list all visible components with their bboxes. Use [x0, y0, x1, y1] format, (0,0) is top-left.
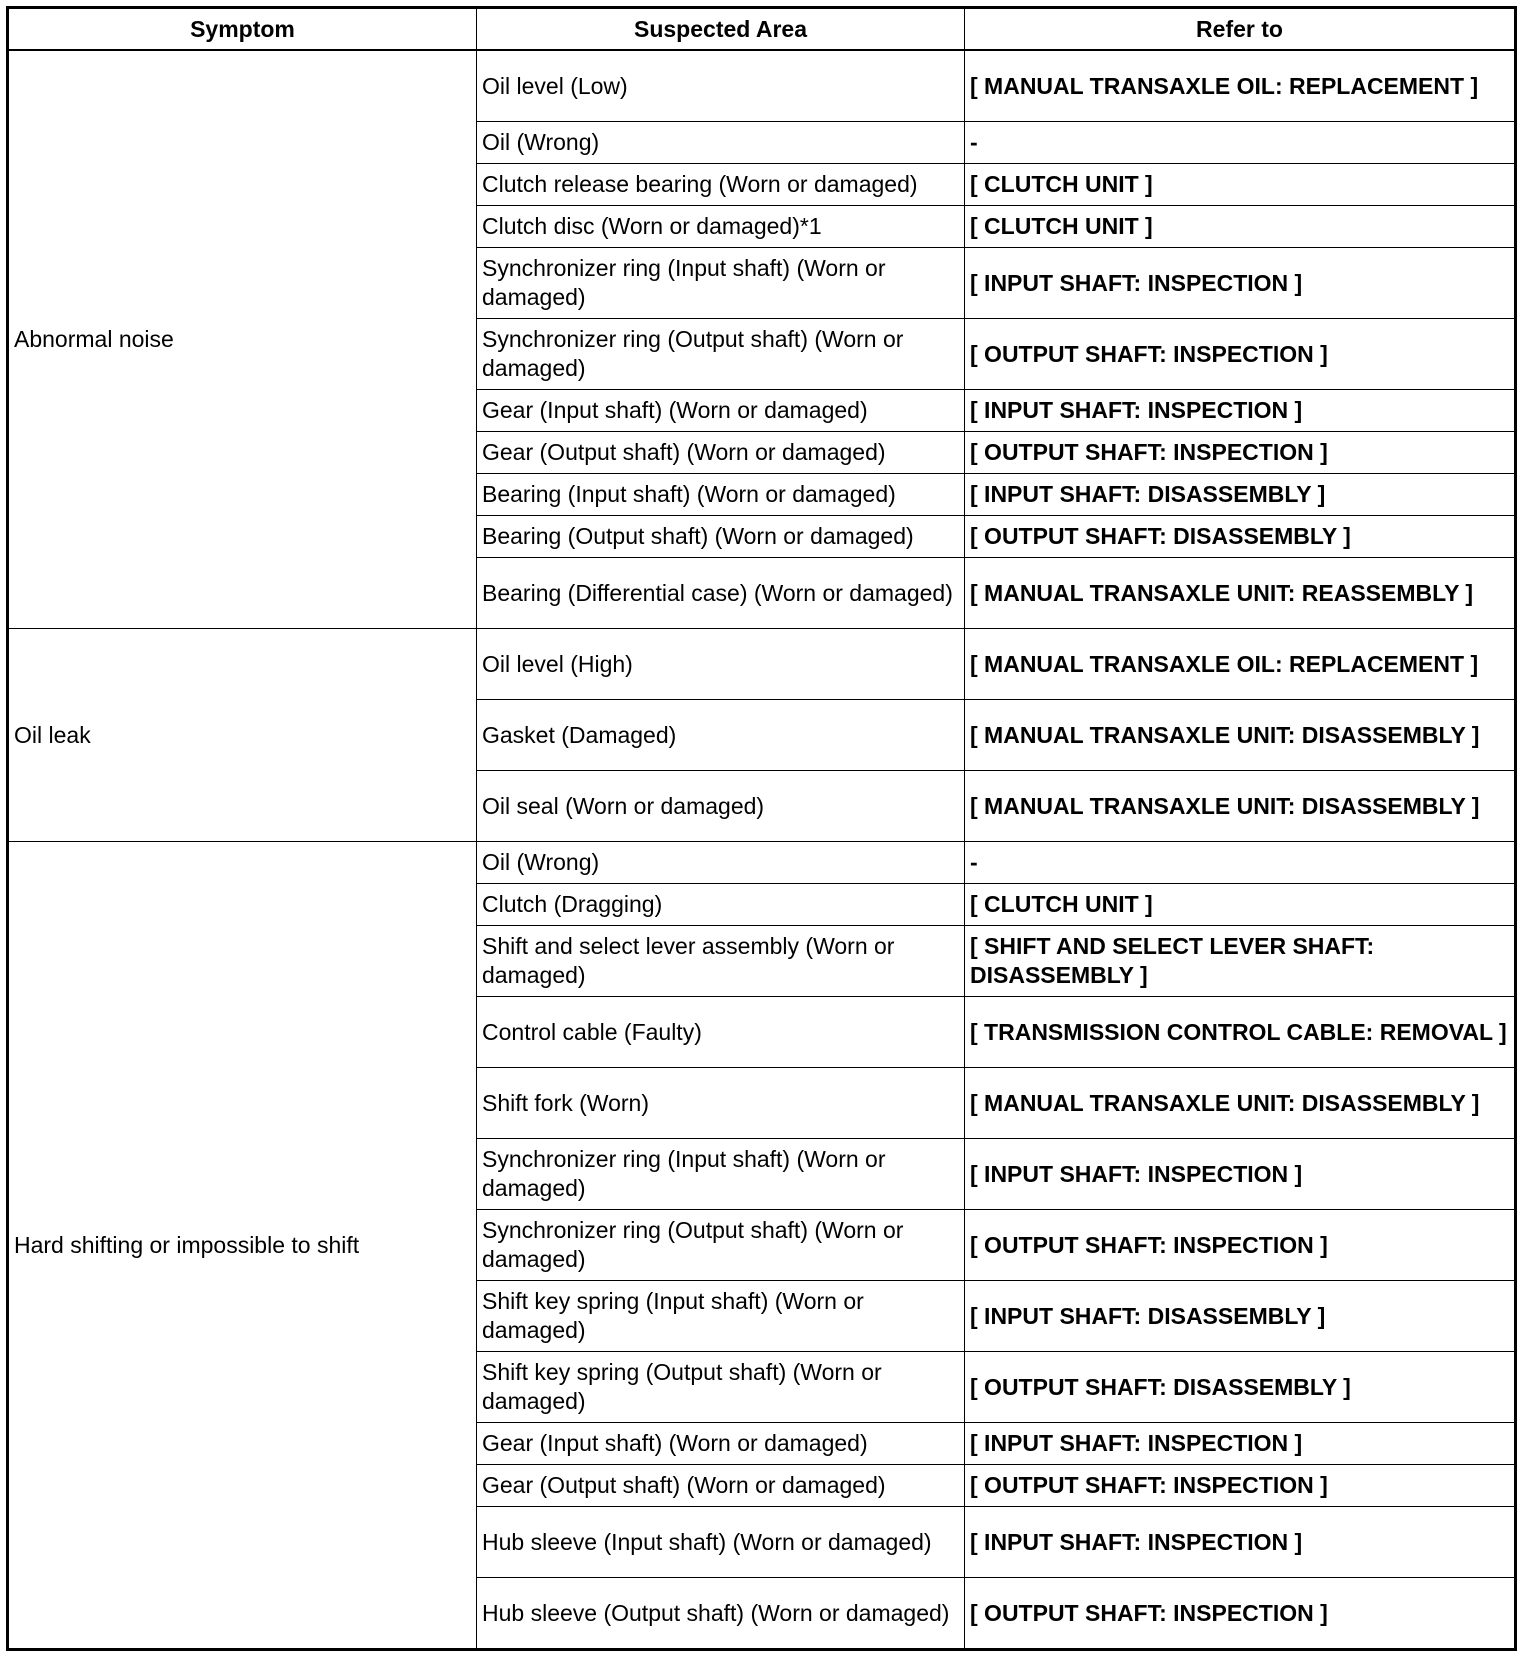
refer-to-cell: [ INPUT SHAFT: INSPECTION ]: [965, 1507, 1516, 1578]
refer-to-cell: [ INPUT SHAFT: DISASSEMBLY ]: [965, 474, 1516, 516]
suspected-area-cell: Oil level (High): [477, 629, 965, 700]
suspected-area-cell: Gear (Output shaft) (Worn or damaged): [477, 1465, 965, 1507]
suspected-area-cell: Gear (Output shaft) (Worn or damaged): [477, 432, 965, 474]
refer-to-cell: [ OUTPUT SHAFT: INSPECTION ]: [965, 1578, 1516, 1650]
refer-to-cell: -: [965, 842, 1516, 884]
suspected-area-cell: Shift fork (Worn): [477, 1068, 965, 1139]
refer-to-cell: [ CLUTCH UNIT ]: [965, 884, 1516, 926]
refer-to-cell: [ MANUAL TRANSAXLE OIL: REPLACEMENT ]: [965, 629, 1516, 700]
refer-to-cell: [ OUTPUT SHAFT: INSPECTION ]: [965, 1210, 1516, 1281]
refer-to-cell: [ MANUAL TRANSAXLE UNIT: DISASSEMBLY ]: [965, 700, 1516, 771]
suspected-area-cell: Clutch release bearing (Worn or damaged): [477, 164, 965, 206]
suspected-area-cell: Hub sleeve (Input shaft) (Worn or damaged): [477, 1507, 965, 1578]
symptom-cell: Hard shifting or impossible to shift: [8, 842, 477, 1650]
symptom-cell: Oil leak: [8, 629, 477, 842]
refer-to-cell: -: [965, 122, 1516, 164]
suspected-area-cell: Shift key spring (Input shaft) (Worn or damaged): [477, 1281, 965, 1352]
troubleshooting-table: [6, 6, 1517, 1651]
suspected-area-cell: Clutch (Dragging): [477, 884, 965, 926]
refer-to-cell: [ OUTPUT SHAFT: INSPECTION ]: [965, 432, 1516, 474]
suspected-area-cell: Clutch disc (Worn or damaged)*1: [477, 206, 965, 248]
symptom-cell: Abnormal noise: [8, 50, 477, 629]
suspected-area-cell: Oil seal (Worn or damaged): [477, 771, 965, 842]
header-symptom: Symptom: [8, 8, 477, 51]
refer-to-cell: [ MANUAL TRANSAXLE UNIT: DISASSEMBLY ]: [965, 1068, 1516, 1139]
refer-to-cell: [ INPUT SHAFT: INSPECTION ]: [965, 248, 1516, 319]
refer-to-cell: [ MANUAL TRANSAXLE UNIT: DISASSEMBLY ]: [965, 771, 1516, 842]
suspected-area-cell: Bearing (Output shaft) (Worn or damaged): [477, 516, 965, 558]
suspected-area-cell: Synchronizer ring (Input shaft) (Worn or damaged): [477, 1139, 965, 1210]
refer-to-cell: [ INPUT SHAFT: INSPECTION ]: [965, 1423, 1516, 1465]
refer-to-cell: [ CLUTCH UNIT ]: [965, 206, 1516, 248]
refer-to-cell: [ INPUT SHAFT: INSPECTION ]: [965, 1139, 1516, 1210]
suspected-area-cell: Gear (Input shaft) (Worn or damaged): [477, 390, 965, 432]
suspected-area-cell: Hub sleeve (Output shaft) (Worn or damaged): [477, 1578, 965, 1650]
suspected-area-cell: Oil level (Low): [477, 50, 965, 122]
table-row: [8, 842, 1516, 884]
refer-to-cell: [ CLUTCH UNIT ]: [965, 164, 1516, 206]
suspected-area-cell: Shift key spring (Output shaft) (Worn or damaged): [477, 1352, 965, 1423]
refer-to-cell: [ TRANSMISSION CONTROL CABLE: REMOVAL ]: [965, 997, 1516, 1068]
refer-to-cell: [ SHIFT AND SELECT LEVER SHAFT: DISASSEMBLY ]: [965, 926, 1516, 997]
refer-to-cell: [ MANUAL TRANSAXLE OIL: REPLACEMENT ]: [965, 50, 1516, 122]
suspected-area-cell: Synchronizer ring (Output shaft) (Worn or damaged): [477, 1210, 965, 1281]
troubleshooting-table-container: [6, 6, 1517, 1651]
refer-to-cell: [ OUTPUT SHAFT: DISASSEMBLY ]: [965, 516, 1516, 558]
suspected-area-cell: Gear (Input shaft) (Worn or damaged): [477, 1423, 965, 1465]
suspected-area-cell: Shift and select lever assembly (Worn or damaged): [477, 926, 965, 997]
suspected-area-cell: Gasket (Damaged): [477, 700, 965, 771]
refer-to-cell: [ OUTPUT SHAFT: DISASSEMBLY ]: [965, 1352, 1516, 1423]
suspected-area-cell: Synchronizer ring (Output shaft) (Worn or damaged): [477, 319, 965, 390]
header-row: [8, 8, 1516, 51]
header-suspected-area: Suspected Area: [477, 8, 965, 51]
suspected-area-cell: Oil (Wrong): [477, 842, 965, 884]
suspected-area-cell: Oil (Wrong): [477, 122, 965, 164]
refer-to-cell: [ OUTPUT SHAFT: INSPECTION ]: [965, 1465, 1516, 1507]
suspected-area-cell: Bearing (Input shaft) (Worn or damaged): [477, 474, 965, 516]
header-refer-to: Refer to: [965, 8, 1516, 51]
refer-to-cell: [ INPUT SHAFT: INSPECTION ]: [965, 390, 1516, 432]
refer-to-cell: [ OUTPUT SHAFT: INSPECTION ]: [965, 319, 1516, 390]
suspected-area-cell: Bearing (Differential case) (Worn or damaged): [477, 558, 965, 629]
suspected-area-cell: Synchronizer ring (Input shaft) (Worn or damaged): [477, 248, 965, 319]
table-row: [8, 629, 1516, 700]
table-row: [8, 50, 1516, 122]
suspected-area-cell: Control cable (Faulty): [477, 997, 965, 1068]
refer-to-cell: [ INPUT SHAFT: DISASSEMBLY ]: [965, 1281, 1516, 1352]
refer-to-cell: [ MANUAL TRANSAXLE UNIT: REASSEMBLY ]: [965, 558, 1516, 629]
